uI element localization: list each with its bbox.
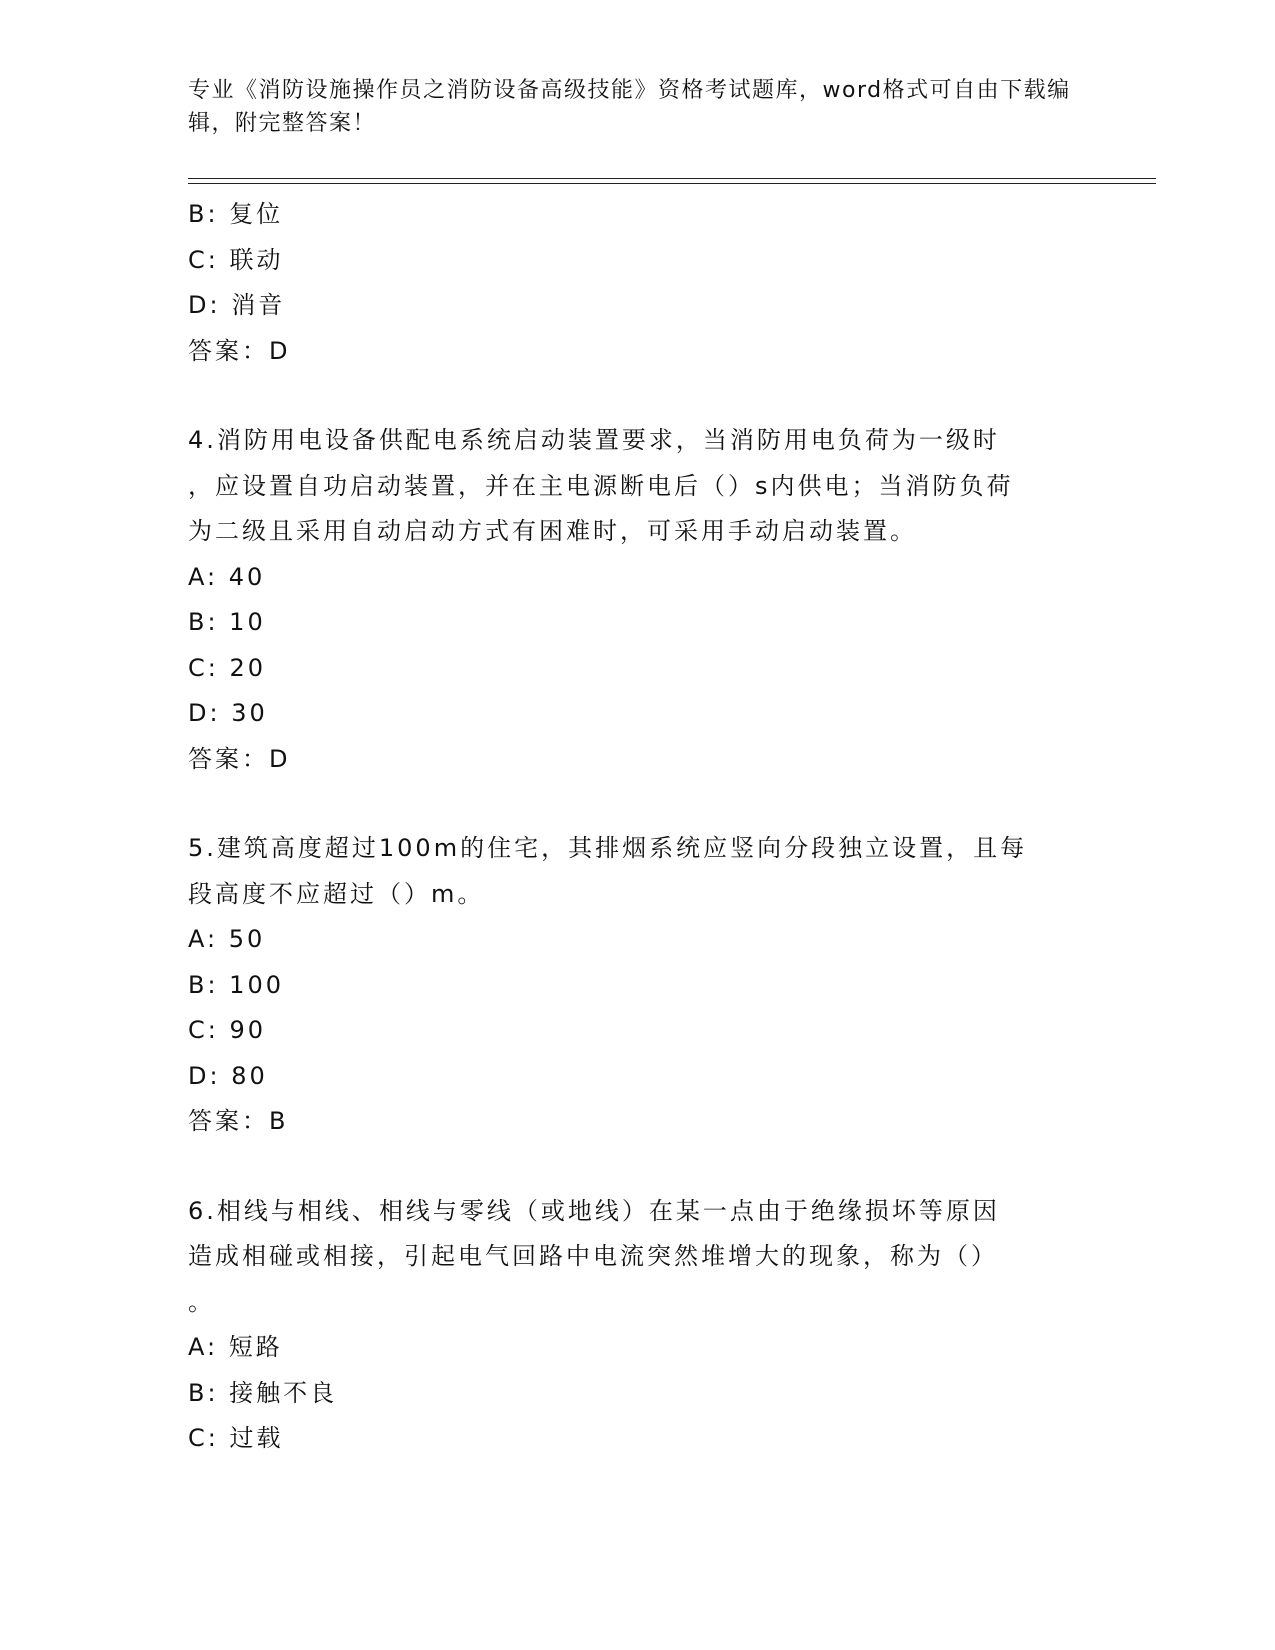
option-b: B: 接触不良 <box>188 1378 338 1407</box>
option-c: C: 联动 <box>188 245 284 274</box>
question-stem-line: 5.建筑高度超过100m的住宅，其排烟系统应竖向分段独立设置，且每 <box>188 834 1028 862</box>
question-stem-line: 。 <box>188 1287 215 1316</box>
header-divider-top <box>188 178 1156 179</box>
question-list <box>188 192 1088 1462</box>
option-a: A: 短路 <box>188 1333 283 1361</box>
option-a: A: 40 <box>188 562 266 591</box>
question-stem-line: 为二级且采用自动启动方式有困难时，可采用手动启动装置。 <box>188 517 917 545</box>
option-b: B: 100 <box>188 970 284 999</box>
option-c: C: 过载 <box>188 1424 284 1452</box>
option-d: D: 消音 <box>188 291 286 319</box>
question-stem-line: 段高度不应超过（）m。 <box>188 879 485 908</box>
question-6 <box>188 1189 1088 1462</box>
answer: 答案：B <box>188 1107 289 1135</box>
question-5 <box>188 826 1088 1145</box>
answer: 答案：D <box>188 336 291 365</box>
option-a: A: 50 <box>188 925 266 953</box>
question-stem-line: 造成相碰或相接，引起电气回路中电流突然堆增大的现象，称为（） <box>188 1242 998 1270</box>
option-c: C: 90 <box>188 1016 267 1044</box>
question-stem-line: ，应设置自功启动装置，并在主电源断电后（）s内供电；当消防负荷 <box>188 471 1014 500</box>
option-d: D: 30 <box>188 699 268 727</box>
option-d: D: 80 <box>188 1061 268 1090</box>
question-stem-line: 4.消防用电设备供配电系统启动装置要求，当消防用电负荷为一级时 <box>188 426 1000 454</box>
question-stem-line: 6.相线与相线、相线与零线（或地线）在某一点由于绝缘损坏等原因 <box>188 1196 1000 1225</box>
header-divider-bottom <box>188 183 1156 184</box>
document-header: 专业《消防设施操作员之消防设备高级技能》资格考试题库，word格式可自由下载编辑，附完整答案！ <box>188 78 1071 136</box>
question-3-tail <box>188 192 1088 374</box>
answer: 答案：D <box>188 744 291 773</box>
option-b: B: 复位 <box>188 200 284 228</box>
question-4 <box>188 418 1088 782</box>
option-b: B: 10 <box>188 608 266 636</box>
option-c: C: 20 <box>188 653 267 682</box>
